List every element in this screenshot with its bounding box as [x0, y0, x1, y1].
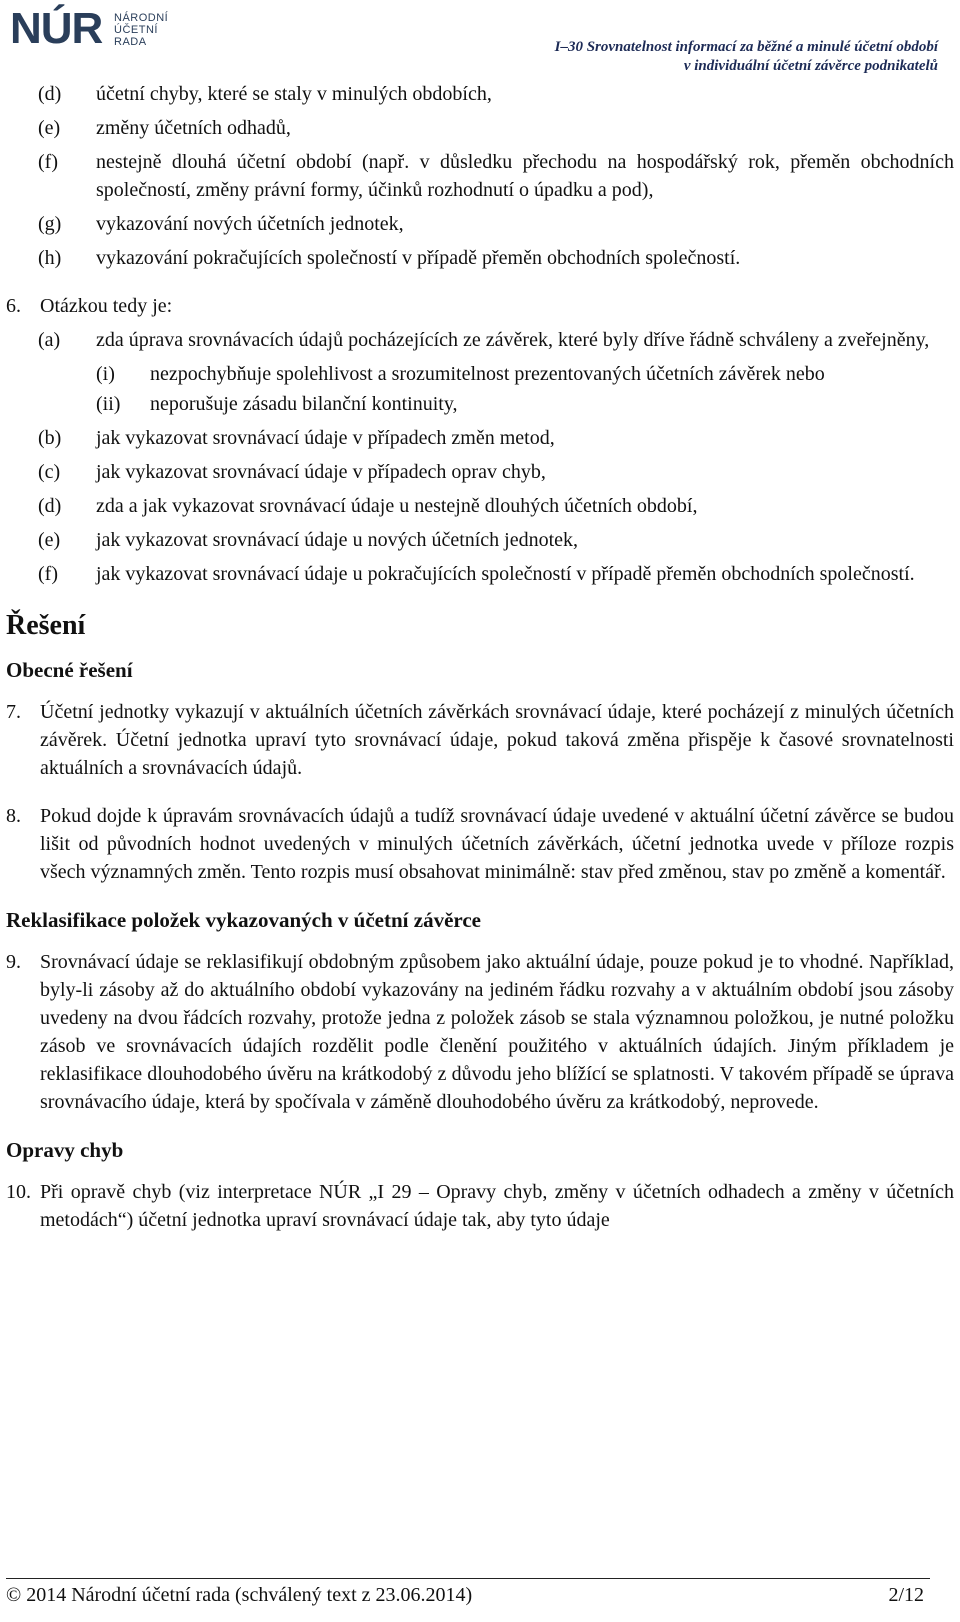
list-item: (b) jak vykazovat srovnávací údaje v případech změn metod, [38, 427, 555, 449]
page-header [8, 0, 952, 74]
list-item: (h) vykazování pokračujících společností v případě přeměn obchodních společností. [38, 247, 741, 269]
paragraph-9: 9. Srovnávací údaje se reklasifikují obdobným způsobem jako aktuální údaje, pouze pokud je to vhodné. Například, byly-li zásoby až do aktuálního období vykazovány na jediném řádku rozvahy a v aktuálním období jsou zásoby uvedeny na dvou řádcích rozvahy, protože jedna z položek zásob se stala významnou položkou, je nutné položku zásob ve srovnávacích údajích rozdělit podle členění použitého v aktuálních údajích. Jiným příkladem je reklasifikace dlouhodobého úvěru na krátkodobý z důvodu jeho blížící se splatnosti. V takovém případě se úprava srovnávacího údaje, která by spočívala v záměně dlouhodobého úvěru za krátkodobý, neprovede. [6, 951, 954, 1113]
heading-reclassification: Reklasifikace položek vykazovaných v účetní závěrce [6, 908, 481, 932]
sub-list-item: (ii) neporušuje zásadu bilanční kontinuity, [96, 393, 458, 415]
nur-logo [10, 6, 190, 58]
list-item: (e) změny účetních odhadů, [38, 117, 291, 139]
list-item: (f) jak vykazovat srovnávací údaje u pokračujících společností v případě přeměn obchodních společností. [38, 563, 915, 585]
heading-error-corrections: Opravy chyb [6, 1138, 124, 1162]
list-item: (e) jak vykazovat srovnávací údaje u nových účetních jednotek, [38, 529, 579, 551]
paragraph-6: 6. Otázkou tedy je: [6, 295, 173, 317]
list-item: (g) vykazování nových účetních jednotek, [38, 213, 404, 235]
heading-solution: Řešení [6, 610, 86, 641]
document-title: I–30 Srovnatelnost informací za běžné a minulé účetní období v individuální účetní závěrce podnikatelů [554, 39, 938, 74]
heading-general-solution: Obecné řešení [6, 658, 133, 682]
paragraph-7: 7. Účetní jednotky vykazují v aktuálních účetních závěrkách srovnávací údaje, které pocházejí z minulých účetních závěrek. Účetní jednotka upraví tyto srovnávací údaje, pokud taková změna přispěje k časové srovnatelnosti aktuálních a srovnávacích údajů. [6, 701, 954, 779]
list-item: (f) nestejně dlouhá účetní období (např. v důsledku přechodu na hospodářský rok, přeměn obchodních společností, změny právní formy, účinků rozhodnutí o úpadku a pod), [38, 151, 954, 201]
paragraph-10: 10. Při opravě chyb (viz interpretace NÚR „I 29 – Opravy chyb, změny v účetních odhadech a změny v účetních metodách“) účetní jednotka upraví srovnávací údaje tak, aby tyto údaje [6, 1181, 954, 1231]
logo-text: NÁRODNÍ ÚČETNÍ RADA [114, 12, 169, 48]
list-item: (a) zda úprava srovnávacích údajů pocházejících ze závěrek, které byly dříve řádně schváleny a zveřejněny, [38, 329, 930, 351]
list-item: (d) zda a jak vykazovat srovnávací údaje u nestejně dlouhých účetních období, [38, 495, 698, 517]
logo-mark: NÚR [10, 4, 103, 53]
footer-copyright: © 2014 Národní účetní rada (schválený text z 23.06.2014) [6, 1584, 473, 1606]
page-number: 2/12 [888, 1584, 924, 1606]
footer-divider [6, 1578, 930, 1579]
sub-list-item: (i) nezpochybňuje spolehlivost a srozumitelnost prezentovaných účetních závěrek nebo [96, 363, 825, 385]
document-body [6, 80, 954, 1240]
list-item: (d) účetní chyby, které se staly v minulých obdobích, [38, 83, 492, 105]
list-item: (c) jak vykazovat srovnávací údaje v případech oprav chyb, [38, 461, 546, 483]
paragraph-8: 8. Pokud dojde k úpravám srovnávacích údajů a tudíž srovnávací údaje uvedené v aktuální účetní závěrce se budou lišit od původních hodnot uvedených v minulých účetních závěrkách, účetní jednotka uvede v příloze rozpis všech významných změn. Tento rozpis musí obsahovat minimálně: stav před změnou, stav po změně a komentář. [6, 805, 954, 883]
